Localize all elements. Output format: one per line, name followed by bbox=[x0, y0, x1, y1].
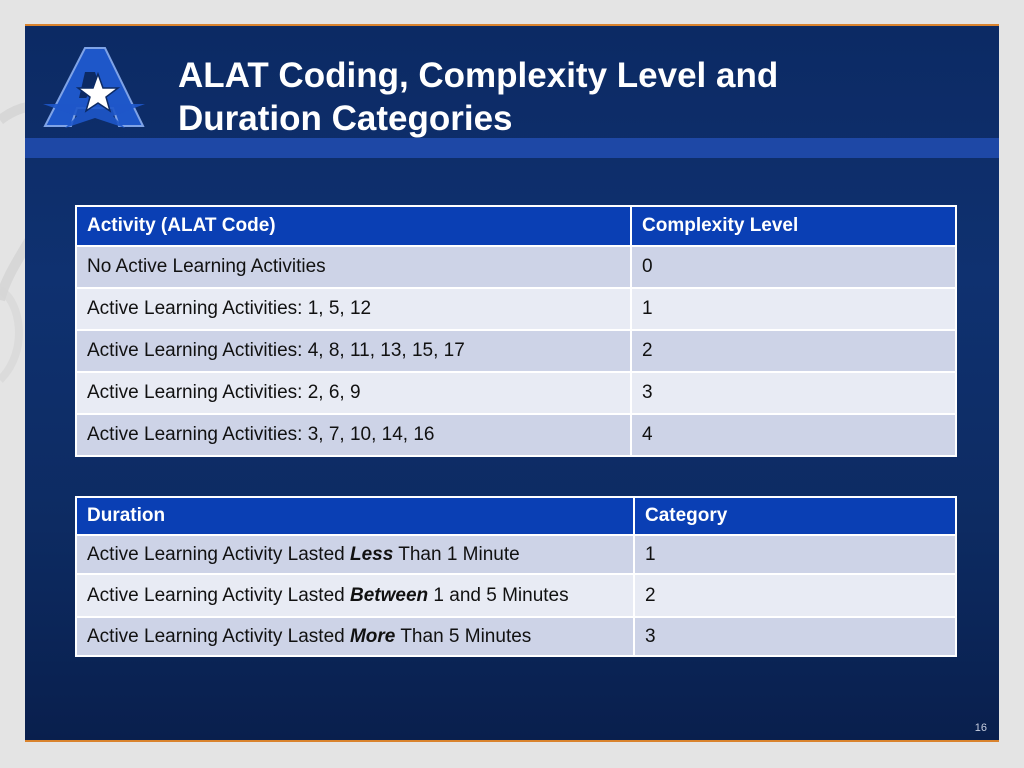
duration-table bbox=[75, 496, 957, 657]
table-row bbox=[76, 246, 956, 288]
column-header-activity: Activity (ALAT Code) bbox=[76, 206, 631, 246]
table-header-row bbox=[76, 497, 956, 535]
table-row bbox=[76, 414, 956, 456]
title-band bbox=[25, 138, 999, 158]
slide-canvas bbox=[25, 24, 999, 742]
table-row bbox=[76, 372, 956, 414]
title-line-1: ALAT Coding, Complexity Level and bbox=[178, 56, 779, 95]
duration-cell bbox=[76, 535, 634, 574]
duration-cell bbox=[76, 617, 634, 656]
uta-star-logo-icon bbox=[43, 46, 145, 128]
duration-prefix: Active Learning Activity Lasted bbox=[87, 626, 350, 647]
column-header-category: Category bbox=[634, 497, 956, 535]
duration-prefix: Active Learning Activity Lasted bbox=[87, 585, 350, 606]
complexity-cell: 0 bbox=[631, 246, 956, 288]
duration-suffix: Than 5 Minutes bbox=[395, 626, 532, 647]
activity-cell: Active Learning Activities: 3, 7, 10, 14, 16 bbox=[76, 414, 631, 456]
table-row bbox=[76, 574, 956, 617]
complexity-table bbox=[75, 205, 957, 457]
complexity-cell: 1 bbox=[631, 288, 956, 330]
page-title bbox=[178, 54, 958, 140]
activity-cell: Active Learning Activities: 1, 5, 12 bbox=[76, 288, 631, 330]
table-row bbox=[76, 617, 956, 656]
category-cell: 1 bbox=[634, 535, 956, 574]
activity-cell: Active Learning Activities: 2, 6, 9 bbox=[76, 372, 631, 414]
duration-emphasis: Between bbox=[349, 585, 429, 606]
activity-cell: Active Learning Activities: 4, 8, 11, 13, 15, 17 bbox=[76, 330, 631, 372]
column-header-complexity: Complexity Level bbox=[631, 206, 956, 246]
table-row bbox=[76, 288, 956, 330]
complexity-cell: 3 bbox=[631, 372, 956, 414]
activity-cell: No Active Learning Activities bbox=[76, 246, 631, 288]
table-row bbox=[76, 330, 956, 372]
title-line-2: Duration Categories bbox=[178, 99, 513, 138]
complexity-cell: 2 bbox=[631, 330, 956, 372]
column-header-duration: Duration bbox=[76, 497, 634, 535]
duration-suffix: 1 and 5 Minutes bbox=[428, 585, 569, 606]
duration-emphasis: Less bbox=[349, 544, 394, 565]
page-number: 16 bbox=[974, 722, 987, 734]
duration-cell bbox=[76, 574, 634, 617]
duration-prefix: Active Learning Activity Lasted bbox=[87, 544, 350, 565]
complexity-cell: 4 bbox=[631, 414, 956, 456]
duration-emphasis: More bbox=[349, 626, 396, 647]
category-cell: 2 bbox=[634, 574, 956, 617]
table-header-row bbox=[76, 206, 956, 246]
category-cell: 3 bbox=[634, 617, 956, 656]
duration-suffix: Than 1 Minute bbox=[393, 544, 520, 565]
table-row bbox=[76, 535, 956, 574]
